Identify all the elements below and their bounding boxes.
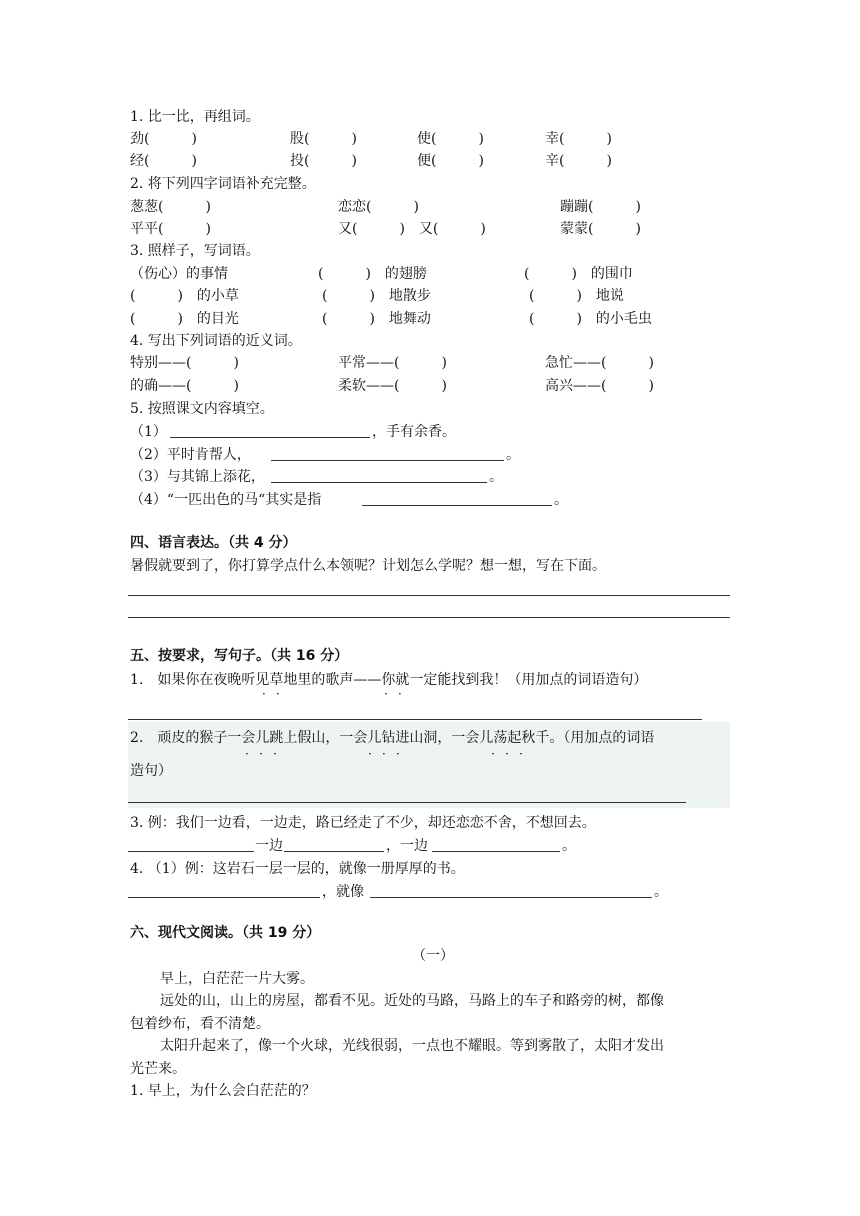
q2-item: 恋恋( ): [338, 199, 419, 215]
q1-item: 劲( ): [130, 131, 197, 147]
q4-item: 急忙——( ): [545, 355, 654, 371]
answer-blank[interactable]: [128, 851, 254, 852]
emphasis-dot: ·: [505, 747, 509, 761]
emphasis-dot: ·: [259, 747, 263, 761]
q3-item: ( ) 地散步: [322, 288, 431, 304]
s5-text: 。: [654, 884, 668, 900]
q2-item: 平平( ): [130, 221, 211, 237]
emphasis-dot: ·: [382, 747, 386, 761]
q5-text: 。: [489, 469, 503, 485]
q1-item: 投( ): [290, 153, 357, 169]
answer-blank[interactable]: [170, 437, 370, 438]
passage-paragraph: 包着纱布，看不清楚。: [130, 1016, 270, 1032]
emphasis-dot: ·: [398, 687, 402, 701]
q2-item: 葱葱( ): [130, 199, 211, 215]
answer-blank[interactable]: [370, 897, 652, 898]
section-six-title: 六、现代文阅读。（共 19 分）: [130, 925, 321, 941]
emphasis-dot: ·: [384, 687, 388, 701]
q2-item: 又( ) 又( ): [338, 221, 486, 237]
q3-item: ( ) 的小草: [130, 288, 239, 304]
answer-line[interactable]: [128, 802, 686, 803]
q3-item: ( ) 地舞动: [322, 311, 431, 327]
q3-item: ( ) 地说: [529, 288, 624, 304]
s5-question-2: 2. 顽皮的猴子一会儿跳上假山，一会儿钻进山洞，一会儿荡起秋千。（用加点的词语: [130, 730, 655, 746]
emphasis-dot: ·: [368, 747, 372, 761]
q1-item: 幸( ): [545, 131, 612, 147]
s5-text: 一边: [255, 838, 283, 854]
q4-item: 的确——( ): [130, 378, 239, 394]
q4-item: 高兴——( ): [545, 378, 654, 394]
q5-text: （4）“一匹出色的马“其实是指: [130, 492, 322, 508]
q1-item: 辛( ): [545, 153, 612, 169]
section-four-title: 四、语言表达。（共 4 分）: [130, 535, 297, 551]
reading-question-1: 1. 早上，为什么会白茫茫的？: [130, 1083, 316, 1099]
answer-blank[interactable]: [284, 851, 384, 852]
q4-title: 4. 写出下列词语的近义词。: [130, 333, 302, 349]
q4-item: 特别——( ): [130, 355, 239, 371]
emphasis-dot: ·: [519, 747, 523, 761]
answer-blank[interactable]: [362, 505, 552, 506]
answer-blank[interactable]: [432, 851, 560, 852]
passage-number: （一）: [412, 948, 454, 964]
emphasis-dot: ·: [276, 687, 280, 701]
q5-text: （3）与其锦上添花，: [130, 469, 265, 485]
emphasis-dot: ·: [396, 747, 400, 761]
q2-title: 2. 将下列四字词语补充完整。: [130, 176, 316, 192]
q3-item: （伤心）的事情: [130, 266, 228, 282]
q1-item: 股( ): [290, 131, 357, 147]
answer-blank[interactable]: [128, 897, 320, 898]
answer-blank[interactable]: [271, 460, 504, 461]
q3-item: ( ) 的翅膀: [318, 266, 427, 282]
q4-item: 柔软——( ): [338, 378, 447, 394]
answer-line[interactable]: [128, 617, 730, 618]
s5-text: ，一边: [386, 838, 428, 854]
passage-paragraph: 远处的山，山上的房屋，都看不见。近处的马路，马路上的车子和路旁的树，都像: [160, 993, 664, 1009]
q3-item: ( ) 的围巾: [524, 266, 633, 282]
q5-text: 。: [554, 492, 568, 508]
emphasis-dot: ·: [491, 747, 495, 761]
section-four-prompt: 暑假就要到了，你打算学点什么本领呢？计划怎么学呢？想一想，写在下面。: [130, 558, 606, 574]
answer-line[interactable]: [128, 595, 730, 596]
q5-label: （1）: [130, 424, 167, 440]
q5-text: ，手有余香。: [372, 424, 456, 440]
emphasis-dot: ·: [273, 747, 277, 761]
q5-text: （2）平时肯帮人，: [130, 447, 251, 463]
q2-item: 蹦蹦( ): [560, 199, 641, 215]
q5-title: 5. 按照课文内容填空。: [130, 401, 274, 417]
q1-item: 经( ): [130, 153, 197, 169]
q1-item: 便( ): [417, 153, 484, 169]
answer-blank[interactable]: [271, 482, 487, 483]
passage-paragraph: 早上，白茫茫一片大雾。: [160, 971, 314, 987]
s5-question-3: 3. 例：我们一边看，一边走，路已经走了不少，却还恋恋不舍，不想回去。: [130, 815, 596, 831]
q4-item: 平常——( ): [338, 355, 447, 371]
section-five-title: 五、按要求，写句子。（共 16 分）: [130, 648, 349, 664]
q1-item: 使( ): [417, 131, 484, 147]
passage-paragraph: 太阳升起来了，像一个火球，光线很弱，一点也不耀眼。等到雾散了，太阳才发出: [160, 1038, 664, 1054]
q5-text: 。: [506, 447, 520, 463]
emphasis-dot: ·: [262, 687, 266, 701]
answer-line[interactable]: [128, 719, 702, 720]
q3-item: ( ) 的小毛虫: [529, 311, 652, 327]
s5-question-4: 4. （1）例：这岩石一层一层的，就像一册厚厚的书。: [130, 861, 465, 877]
s5-question-2-cont: 造句）: [130, 763, 172, 779]
q2-item: 蒙蒙( ): [560, 221, 641, 237]
q3-item: ( ) 的目光: [130, 311, 239, 327]
s5-question-1: 1. 如果你在夜晚听见草地里的歌声——你就一定能找到我！（用加点的词语造句）: [130, 672, 648, 688]
q3-title: 3. 照样子，写词语。: [130, 243, 260, 259]
s5-text: ，就像: [322, 884, 364, 900]
emphasis-dot: ·: [245, 747, 249, 761]
passage-paragraph: 光芒来。: [130, 1061, 186, 1077]
s5-text: 。: [562, 838, 576, 854]
q1-title: 1. 比一比，再组词。: [130, 109, 260, 125]
